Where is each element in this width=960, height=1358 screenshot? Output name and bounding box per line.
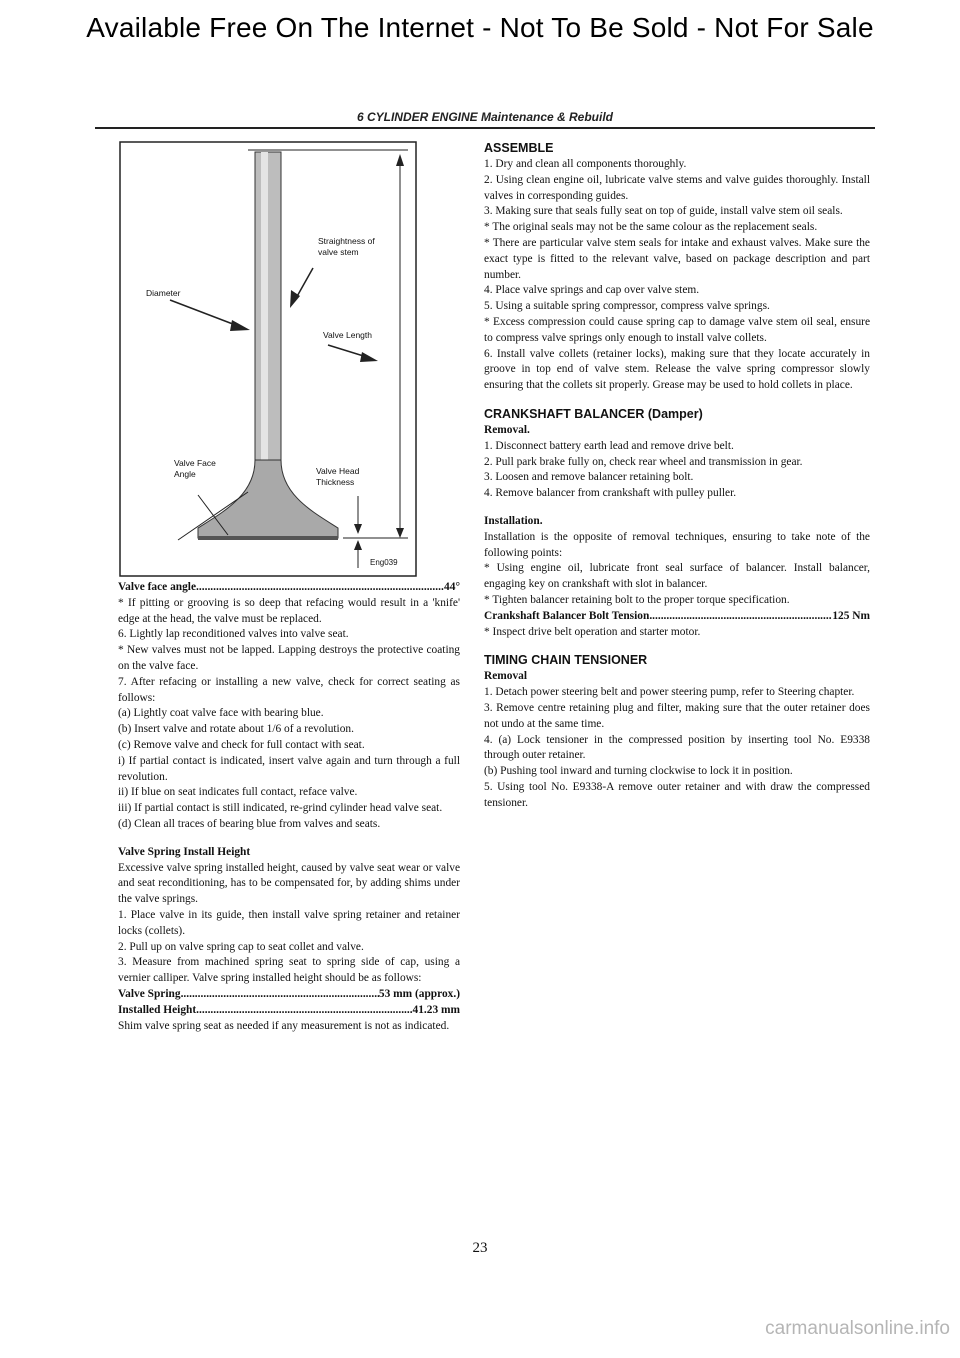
watermark: carmanualsonline.info <box>765 1318 950 1339</box>
paragraph: 6. Lightly lap reconditioned valves into valve seat. <box>118 628 349 641</box>
paragraph: 1. Place valve in its guide, then install valve spring retainer and retainer locks (collets). <box>118 908 460 937</box>
spec-value: 53 mm (approx.) <box>378 987 460 1000</box>
heading-removal: Removal. <box>484 423 530 436</box>
label-valve-length: Valve Length <box>323 330 372 340</box>
spec-valve-spring <box>118 987 460 1003</box>
paragraph: 1. Disconnect battery earth lead and remove drive belt. <box>484 439 734 452</box>
heading-installation: Installation. <box>484 514 543 527</box>
paragraph: * Inspect drive belt operation and starter motor. <box>484 625 701 638</box>
paragraph: 3. Loosen and remove balancer retaining bolt. <box>484 471 694 484</box>
availability-banner: Available Free On The Internet - Not To Be Sold - Not For Sale <box>86 12 874 43</box>
heading-crankshaft-balancer: CRANKSHAFT BALANCER (Damper) <box>484 406 703 421</box>
paragraph: 3. Making sure that seals fully seat on top of guide, install valve stem oil seals. <box>484 205 843 218</box>
paragraph: iii) If partial contact is still indicated, re-grind cylinder head valve seat. <box>118 802 443 815</box>
paragraph: 4. Remove balancer from crankshaft with pulley puller. <box>484 487 737 500</box>
spec-face-angle <box>118 580 460 596</box>
heading-assemble: ASSEMBLE <box>484 141 554 155</box>
spec-value: 44° <box>444 581 460 593</box>
spec-installed-height <box>118 1003 460 1019</box>
label-head-thickness: Valve Head Thickness <box>316 466 360 487</box>
paragraph: 6. Install valve collets (retainer locks), making sure that they locate accurately in groove in top end of valve stem. Release the valve spring compressor slowly ensuring that the collets sit properly. Grease may be used to hold collets in place. <box>484 347 870 392</box>
leader-dots <box>181 987 379 1003</box>
paragraph: 3. Measure from machined spring seat to spring side of cap, using a vernier calliper. Valve spring installed height should be as follows: <box>118 956 460 985</box>
spec-label: Installed Height <box>118 1003 197 1016</box>
paragraph: Installation is the opposite of removal techniques, ensuring to take note of the following points: <box>484 530 870 559</box>
heading-valve-spring: Valve Spring Install Height <box>118 845 251 858</box>
leader-dots <box>196 1003 412 1019</box>
paragraph: 3. Remove centre retaining plug and filter, making sure that the outer retainer does not undo at the same time. <box>484 701 870 730</box>
heading-timing-chain-tensioner: TIMING CHAIN TENSIONER <box>484 653 648 668</box>
paragraph: 2. Using clean engine oil, lubricate valve stems and valve guides thoroughly. Install valves in corresponding guides. <box>484 173 870 202</box>
paragraph: 7. After refacing or installing a new valve, check for correct seating as follows: <box>118 675 460 704</box>
spec-balancer-bolt-tension <box>484 609 870 625</box>
paragraph: * If pitting or grooving is so deep that refacing would result in a 'knife' edge at the head, the valve must be replaced. <box>118 596 460 625</box>
paragraph: 2. Pull park brake fully on, check rear wheel and transmission in gear. <box>484 455 803 468</box>
paragraph: 1. Dry and clean all components thoroughly. <box>484 158 687 170</box>
label-straightness: Straightness of valve stem <box>318 236 375 257</box>
header-rule <box>95 127 875 129</box>
paragraph: 5. Using tool No. E9338-A remove outer retainer and with draw the compressed tensioner. <box>484 780 870 809</box>
paragraph: Excessive valve spring installed height, caused by valve seat wear or valve and seat reconditioning, has to be compensated for, by adding shims under the valve springs. <box>118 861 460 906</box>
paragraph: (b) Insert valve and rotate about 1/6 of a revolution. <box>118 723 354 736</box>
leader-dots <box>649 609 832 625</box>
spec-label: Valve Spring <box>118 987 181 1000</box>
spec-label: Crankshaft Balancer Bolt Tension <box>484 609 650 622</box>
paragraph: (c) Remove valve and check for full contact with seat. <box>118 738 365 751</box>
paragraph: i) If partial contact is indicated, insert valve again and turn through a full revolution. <box>118 754 460 783</box>
paragraph: * Using engine oil, lubricate front seal surface of balancer. Install balancer, engaging key on crankshaft with slot in balancer. <box>484 562 870 591</box>
paragraph: * There are particular valve stem seals for intake and exhaust valves. Make sure the exact type is fitted to the relevant valve, based on package description and part number. <box>484 236 870 281</box>
paragraph: 1. Detach power steering belt and power steering pump, refer to Steering chapter. <box>484 686 855 699</box>
right-column <box>484 140 870 811</box>
spec-label: Valve face angle <box>118 581 197 593</box>
valve-diagram <box>118 140 418 580</box>
page-number: 23 <box>472 1240 488 1256</box>
leader-dots <box>196 580 444 596</box>
paragraph: 4. (a) Lock tensioner in the compressed position by inserting tool No. E9338 through outer retainer. <box>484 733 870 762</box>
label-diameter: Diameter <box>146 288 181 298</box>
paragraph: * Excess compression could cause spring cap to damage valve stem oil seal, ensure to compress valve springs only enough to install valve collets. <box>484 315 870 344</box>
left-column <box>118 580 460 1034</box>
paragraph: 4. Place valve springs and cap over valve stem. <box>484 284 700 297</box>
page-header: 6 CYLINDER ENGINE Maintenance & Rebuild <box>356 110 614 124</box>
label-figure-code: Eng039 <box>370 558 398 567</box>
paragraph: (b) Pushing tool inward and turning clockwise to lock it in position. <box>484 765 793 778</box>
paragraph: 2. Pull up on valve spring cap to seat collet and valve. <box>118 940 364 953</box>
paragraph: ii) If blue on seat indicates full contact, reface valve. <box>118 786 358 799</box>
paragraph: (d) Clean all traces of bearing blue from valves and seats. <box>118 817 381 830</box>
paragraph: * The original seals may not be the same colour as the replacement seals. <box>484 221 818 234</box>
paragraph: Shim valve spring seat as needed if any measurement is not as indicated. <box>118 1019 450 1032</box>
spec-value: 125 Nm <box>832 609 870 622</box>
spec-value: 41.23 mm <box>412 1003 460 1016</box>
paragraph: 5. Using a suitable spring compressor, compress valve springs. <box>484 300 770 313</box>
heading-removal: Removal <box>484 670 528 683</box>
label-face-angle: Valve Face Angle <box>174 458 216 479</box>
paragraph: * New valves must not be lapped. Lapping destroys the protective coating on the valve face. <box>118 644 460 672</box>
paragraph: * Tighten balancer retaining bolt to the proper torque specification. <box>484 593 790 606</box>
paragraph: (a) Lightly coat valve face with bearing blue. <box>118 707 324 720</box>
